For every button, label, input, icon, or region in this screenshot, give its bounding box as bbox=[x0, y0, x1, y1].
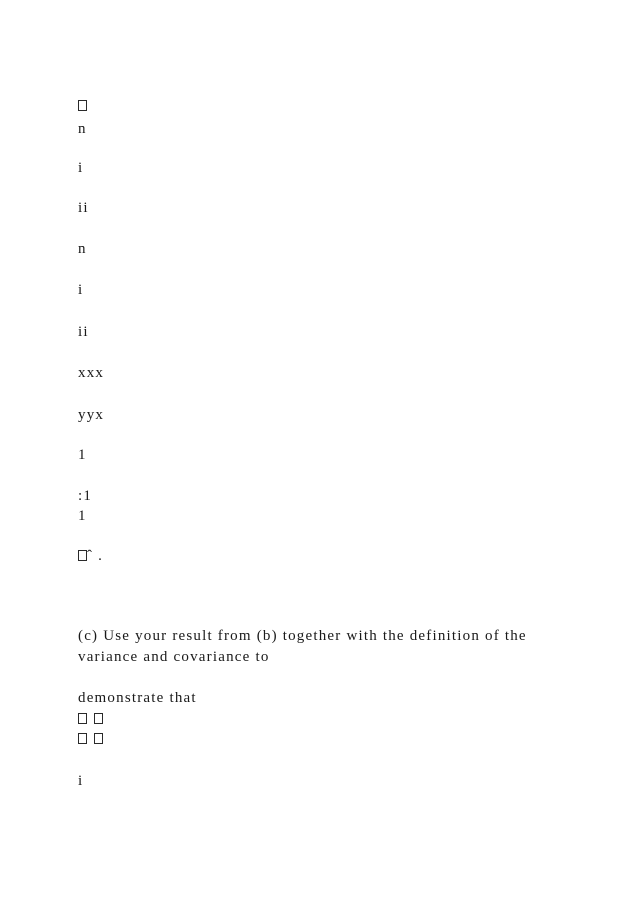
missing-glyph-icon bbox=[94, 733, 103, 744]
missing-glyph-icon bbox=[78, 100, 87, 111]
missing-glyph-icon bbox=[94, 713, 103, 724]
equation-fragment: xxx bbox=[78, 365, 105, 381]
equation-fragment: i bbox=[78, 773, 84, 789]
equation-fragment: yyx bbox=[78, 407, 105, 423]
equation-fragment: 1 bbox=[78, 508, 87, 524]
question-c-line-1: (c) Use your result from (b) together with the definition of the bbox=[78, 628, 527, 644]
missing-glyph-pair bbox=[78, 730, 103, 748]
missing-glyph-icon bbox=[78, 713, 87, 724]
hat-dot-text: ˆ . bbox=[87, 548, 104, 564]
equation-fragment: n bbox=[78, 121, 87, 137]
question-c-line-3: demonstrate that bbox=[78, 690, 197, 706]
equation-fragment: :1 bbox=[78, 488, 93, 504]
missing-glyph-pair bbox=[78, 710, 103, 728]
equation-fragment: ii bbox=[78, 324, 89, 340]
equation-fragment-hat bbox=[78, 547, 103, 565]
equation-fragment: 1 bbox=[78, 447, 87, 463]
equation-fragment: i bbox=[78, 282, 84, 298]
question-c-line-2: variance and covariance to bbox=[78, 649, 270, 665]
missing-glyph-icon bbox=[78, 550, 87, 561]
equation-fragment: i bbox=[78, 160, 84, 176]
missing-glyph-icon bbox=[78, 733, 87, 744]
equation-fragment: n bbox=[78, 241, 87, 257]
equation-fragment: ii bbox=[78, 200, 89, 216]
missing-glyph-box bbox=[78, 97, 87, 115]
